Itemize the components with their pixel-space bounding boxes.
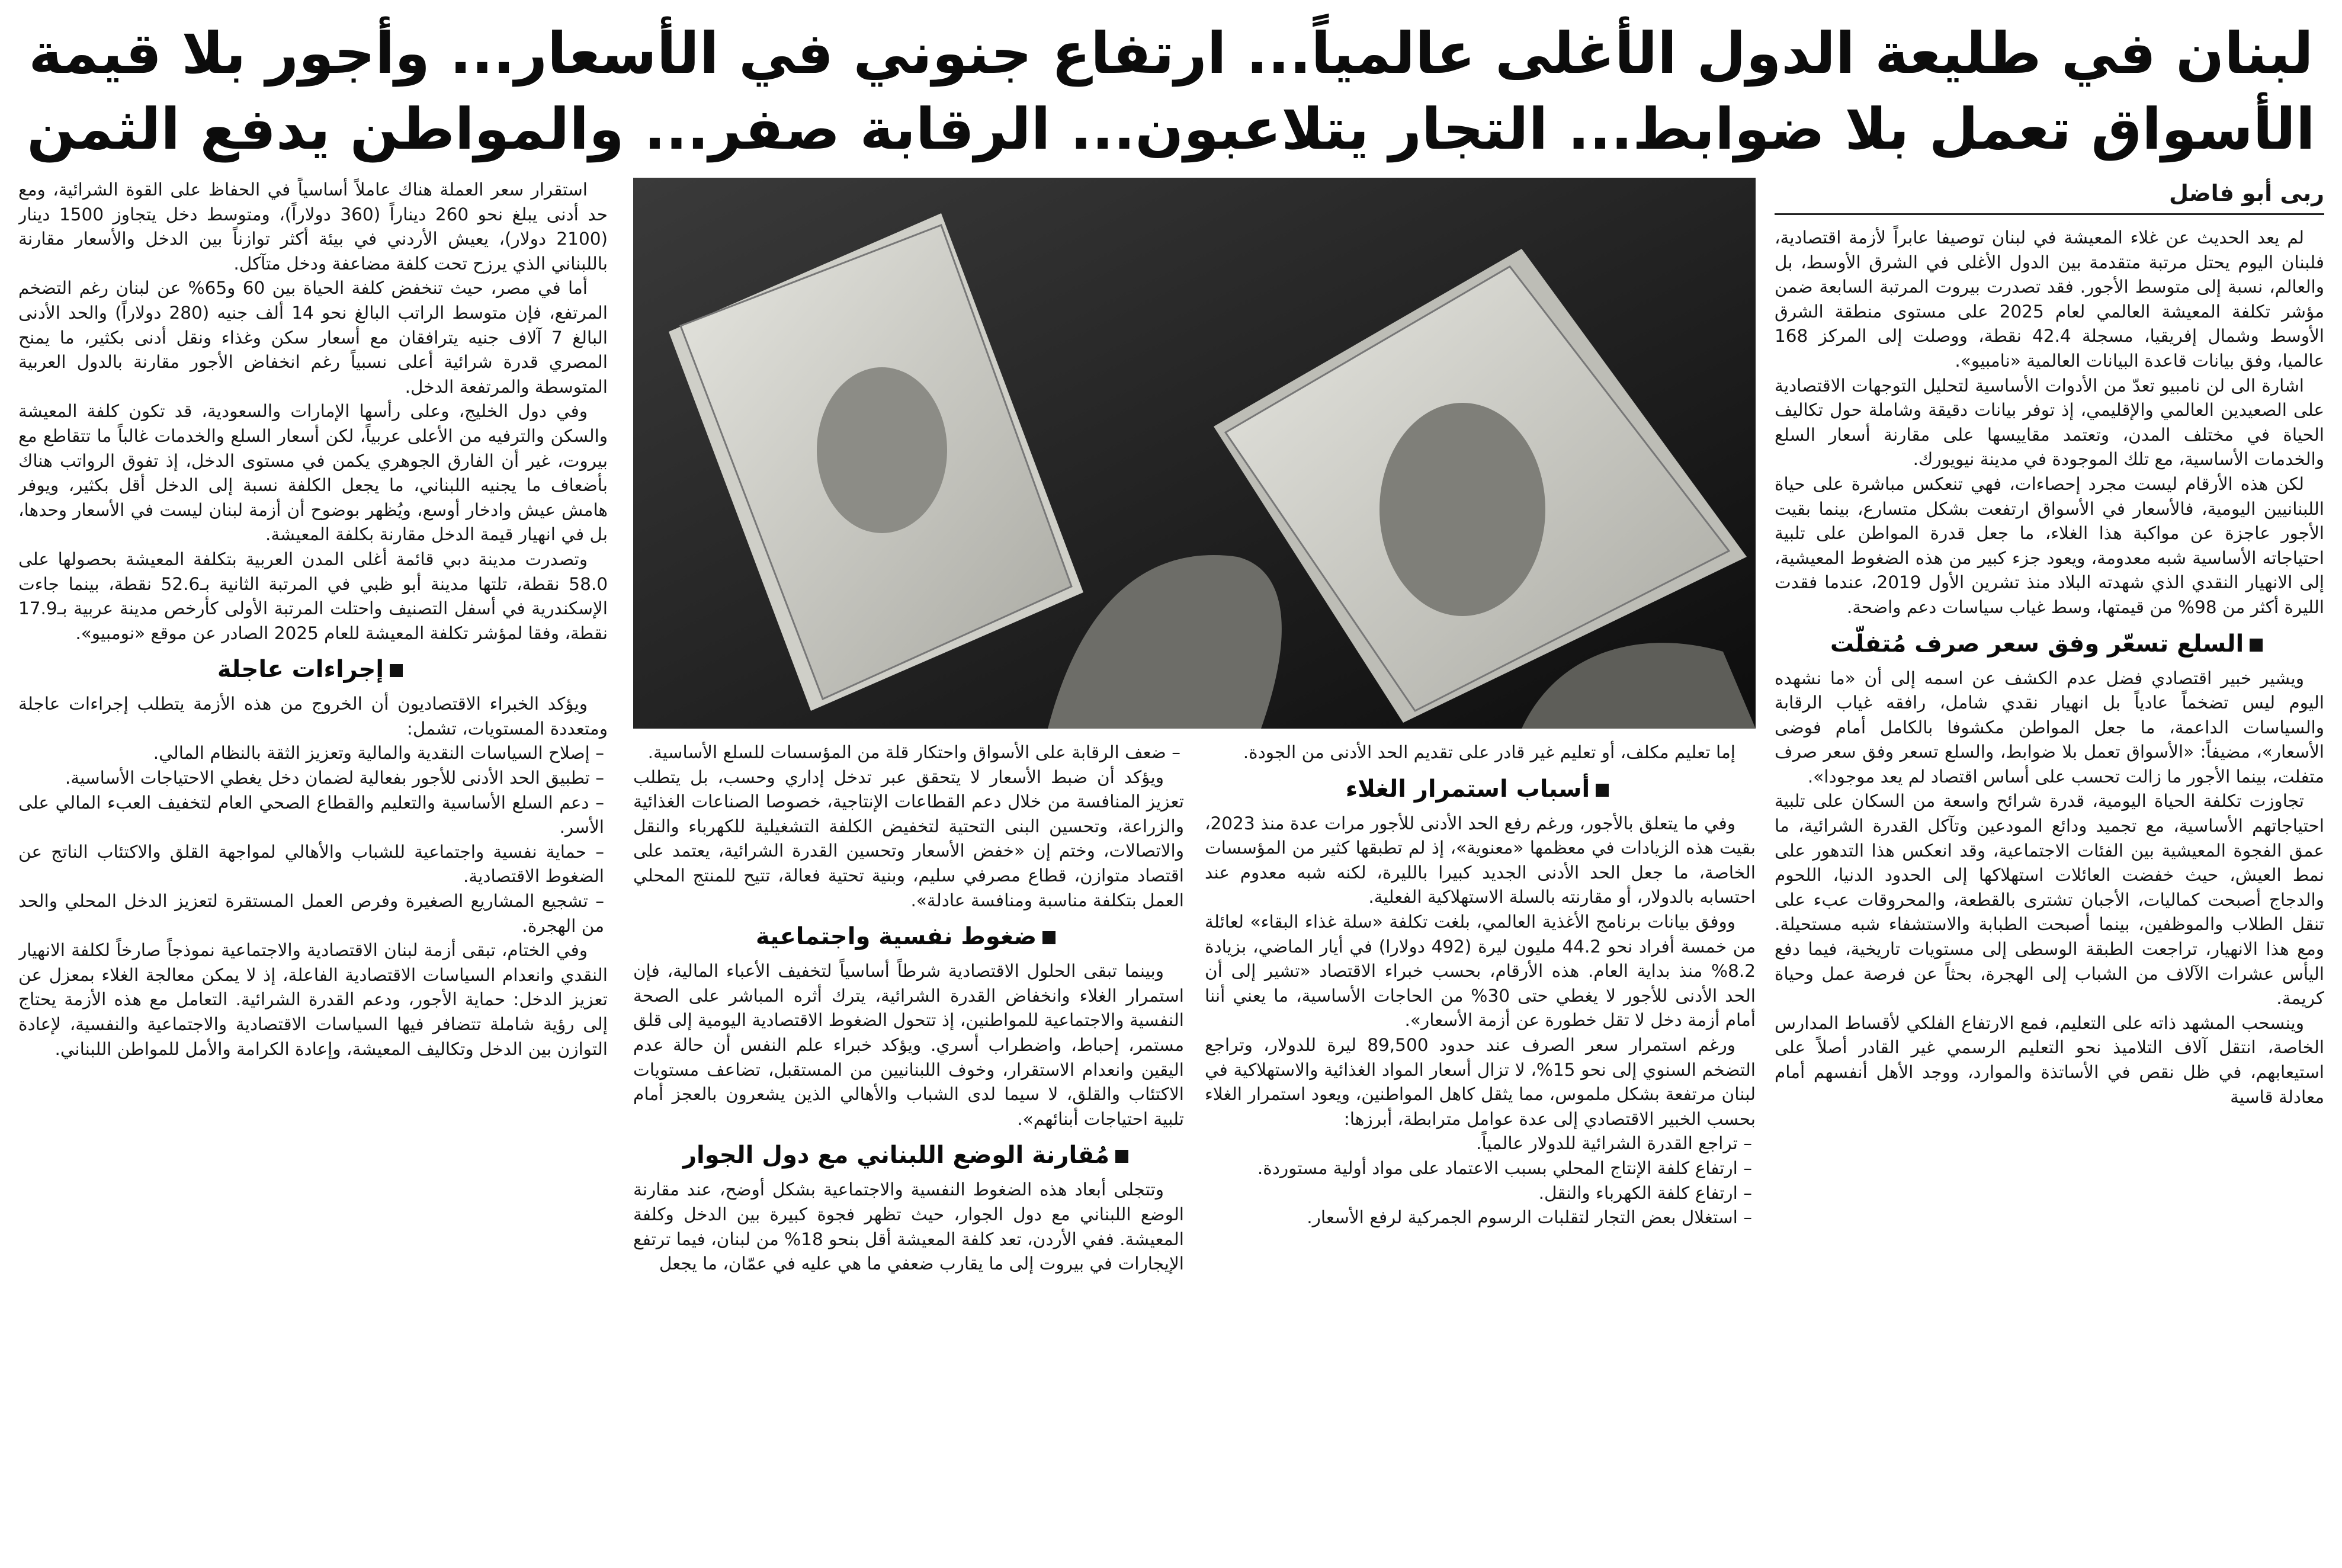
list-item: – إصلاح السياسات النقدية والمالية وتعزيز الثقة بالنظام المالي. bbox=[153, 743, 604, 764]
list-item: – دعم السلع الأساسية والتعليم والقطاع الصحي العام لتخفيف العبء المالي على الأسر. bbox=[18, 792, 604, 838]
square-bullet-icon bbox=[390, 664, 403, 677]
square-bullet-icon bbox=[1115, 1150, 1128, 1163]
article-column-4 bbox=[18, 178, 608, 1556]
paragraph: ويشير خبير اقتصادي فضل عدم الكشف عن اسمه إلى أن «ما نشهده اليوم ليس تضخماً عادياً بل انهيار نقدي شامل، رافقه غياب الرقابة والسياسات الداعمة، ما جعل المواطن مكشوفا بالكامل أمام فوضى الأسعار»، مضيفاً: «الأسواق تعمل بلا ضوابط، والسلع تسعر وفق سعر صرف متفلت، بينما الأجور ما زالت تحسب على أساس اقتصاد لم يعد موجودا». bbox=[1775, 668, 2324, 787]
section-heading bbox=[1205, 772, 1756, 806]
paragraph: وينسحب المشهد ذاته على التعليم، فمع الارتفاع الفلكي لأقساط المدارس الخاصة، انتقل آلاف التلاميذ نحو التعليم الرسمي غير القادر أصلاً على استيعابهم، في ظل نقص في الأساتذة والموارد، ووجد الأهل أنفسهم أمام معادلة قاسية bbox=[1775, 1012, 2324, 1107]
square-bullet-icon bbox=[1596, 784, 1609, 797]
paragraph: وتصدرت مدينة دبي قائمة أغلى المدن العربية بتكلفة المعيشة بحصولها على 58.0 نقطة، تلتها مدينة أبو ظبي في المرتبة الثانية بـ52.6 نقطة، بينما جاءت الإسكندرية في أسفل التصنيف واحتلت المرتبة الأولى كأرخص مدينة عربية بـ17.9 نقطة، وفقا لمؤشر تكلفة المعيشة للعام 2025 الصادر عن موقع «نومبيو». bbox=[18, 549, 608, 643]
section-heading bbox=[633, 920, 1184, 953]
section-heading-text: إجراءات عاجلة bbox=[217, 656, 384, 684]
paragraph: وتتجلى أبعاد هذه الضغوط النفسية والاجتماعية بشكل أوضح، عند مقارنة الوضع اللبناني مع دول الجوار، حيث تظهر فجوة كبيرة بين الدخل وكلفة المعيشة. ففي الأردن، تعد كلفة المعيشة أقل بنحو 18% من لبنان، فيما ترتفع الإيجارات في بيروت إلى ما يقارب ضعفي ما هي عليه في عمّان، ما يجعل bbox=[633, 1179, 1184, 1274]
money-photo bbox=[633, 178, 1756, 729]
section-heading bbox=[18, 653, 608, 686]
list-item: – ضعف الرقابة على الأسواق واحتكار قلة من المؤسسات للسلع الأساسية. bbox=[647, 742, 1180, 762]
list-item: – تشجيع المشاريع الصغيرة وفرص العمل المستقرة لتعزيز الدخل المحلي والحد من الهجرة. bbox=[18, 891, 604, 936]
square-bullet-icon bbox=[2250, 639, 2263, 652]
paragraph: أما في مصر، حيث تنخفض كلفة الحياة بين 60 و65% عن لبنان رغم التضخم المرتفع، فإن متوسط الراتب البالغ نحو 14 ألف جنيه (280 دولاراً) والحد الأدنى البالغ 7 آلاف جنيه يترافقان مع أسعار سكن وغذاء ونقل أدنى بكثير، ما يمنح المصري قدرة شرائية أعلى نسبياً رغم انخفاض الأجور مقارنة بالدول العربية المتوسطة والمرتفعة الدخل. bbox=[18, 278, 608, 397]
paragraph: وبينما تبقى الحلول الاقتصادية شرطاً أساسياً لتخفيف الأعباء المالية، فإن استمرار الغلاء وانخفاض القدرة الشرائية، يترك أثره المباشر على الصحة النفسية والاجتماعية للمواطنين، إذ تتحول الضغوط الاقتصادية اليومية إلى قلق مستمر، إحباط، واضطراب أسري. ويؤكد خبراء علم النفس أن حالة عدم اليقين وانعدام الاستقرار، وخوف اللبنانيين من المستقبل، تضاعف مستويات الاكتئاب والقلق، لا سيما لدى الشباب والأهالي الذين يشعرون بالعجز أمام تلبية احتياجات أبنائهم». bbox=[633, 961, 1184, 1129]
paragraph: استقرار سعر العملة هناك عاملاً أساسياً في الحفاظ على القوة الشرائية، ومع حد أدنى يبلغ نحو 260 ديناراً (360 دولاراً)، ومتوسط دخل يتجاوز 1500 دينار (2100 دولار)، يعيش الأردني في بيئة أكثر توازناً بين الدخل والأسعار مقارنة باللبناني الذي يرزح تحت كلفة مضاعفة ودخل متآكل. bbox=[18, 179, 608, 274]
paragraph: ورغم استمرار سعر الصرف عند حدود 89,500 ليرة للدولار، وتراجع التضخم السنوي إلى نحو 15%، لا تزال أسعار المواد الغذائية والاستهلاكية في لبنان مرتفعة بشكل ملموس، مما يثقل كاهل المواطنين، ويعود استمرار الغلاء بحسب الخبير الاقتصادي إلى عدة عوامل مترابطة، أبرزها: bbox=[1205, 1034, 1756, 1129]
paragraph: اشارة الى لن نامبيو تعدّ من الأدوات الأساسية لتحليل التوجهات الاقتصادية على الصعيدين العالمي والإقليمي، إذ توفر بيانات دقيقة وشاملة حول تكاليف الحياة في مختلف المدن، وتعتمد مقاييسها على مقارنة أسعار السلع والخدمات الأساسية، مع تلك الموجودة في مدينة نيويورك. bbox=[1775, 375, 2324, 470]
section-heading-text: مُقارنة الوضع اللبناني مع دول الجوار bbox=[682, 1141, 1110, 1169]
article-column-3 bbox=[633, 740, 1184, 1556]
paragraph: وفي الختام، تبقى أزمة لبنان الاقتصادية والاجتماعية نموذجاً صارخاً لكلفة الانهيار النقدي وانعدام السياسات الاقتصادية الفاعلة، إذ لا يمكن معالجة الغلاء بمعزل عن تعزيز الدخل: حماية الأجور، ودعم القدرة الشرائية. التعامل مع هذه الأزمة يحتاج إلى رؤية شاملة تتضافر فيها السياسات الاقتصادية والاجتماعية والنفسية، لإعادة التوازن بين الدخل وتكاليف المعيشة، وإعادة الكرامة والأمل للمواطن اللبناني. bbox=[18, 940, 608, 1059]
paragraph: لكن هذه الأرقام ليست مجرد إحصاءات، فهي تنعكس مباشرة على حياة اللبنانيين اليومية، فالأسعار في الأسواق ارتفعت بشكل متسارع، بينما بقيت الأجور عاجزة عن مواكبة هذا الغلاء، ما جعل قدرة المواطن على تلبية احتياجاته الأساسية شبه معدومة، ويعود جزء كبير من هذه الضغوط المعيشية، إلى الانهيار النقدي الذي شهدته البلاد منذ تشرين الأول 2019، عندما فقدت الليرة أكثر من 98% من قيمتها، وسط غياب سياسات دعم واضحة. bbox=[1775, 473, 2324, 617]
paragraph: ويؤكد أن ضبط الأسعار لا يتحقق عبر تدخل إداري وحسب، بل يتطلب تعزيز المنافسة من خلال دعم القطاعات الإنتاجية، خصوصا الصناعات الغذائية والزراعة، وتحسين البنى التحتية لتخفيض الكلفة التشغيلية للكهرباء والنقل والاتصالات، وختم إن «خفض الأسعار وتحسين القدرة الشرائية، يعتمد على اقتصاد متوازن، قطاع مصرفي سليم، وبنية تحتية فعالة، تتيح للمنتج المحلي العمل بتكلفة مناسبة ومنافسة عادلة». bbox=[633, 767, 1184, 910]
article-column-1 bbox=[1775, 178, 2324, 1556]
paragraph: لم يعد الحديث عن غلاء المعيشة في لبنان توصيفا عابراً لأزمة اقتصادية، فلبنان اليوم يحتل مرتبة متقدمة بين الدول الأغلى في الشرق الأوسط، بل والعالم، نسبة إلى متوسط الأجور. فقد تصدرت بيروت المرتبة السابعة ضمن مؤشر تكلفة المعيشة العالمي لعام 2025 على مستوى منطقة الشرق الأوسط وشمال إفريقيا، مسجلة 42.4 نقطة، ووصلت إلى المركز 168 عالميا، وفق بيانات قاعدة البيانات العالمية «نامبيو». bbox=[1775, 227, 2324, 371]
list-item: – حماية نفسية واجتماعية للشباب والأهالي لمواجهة القلق والاكتئاب الناتج عن الضغوط الاقتصادية. bbox=[18, 841, 604, 887]
list-item: – ارتفاع كلفة الكهرباء والنقل. bbox=[1538, 1182, 1752, 1203]
paragraph: وفي دول الخليج، وعلى رأسها الإمارات والسعودية، قد تكون كلفة المعيشة والسكن والترفيه من الأعلى عربياً، لكن أسعار السلع والخدمات غالباً ما تتقاطع مع بيروت، غير أن الفارق الجوهري يكمن في مستوى الدخل، إذ تفوق الرواتب هناك بأضعاف ما يجنيه اللبناني، ما يجعل الكلفة نسبة إلى الدخل أقل بكثير، ويوفر هامش عيش وادخار أوسع، ويُظهر بوضوح أن أزمة لبنان ليست في الأسعار وحدها، بل في انهيار قيمة الدخل مقارنة بكلفة المعيشة. bbox=[18, 401, 608, 545]
article-column-2 bbox=[1205, 740, 1756, 1556]
banknotes-illustration bbox=[633, 178, 1756, 729]
square-bullet-icon bbox=[1042, 931, 1055, 944]
paragraph: ويؤكد الخبراء الاقتصاديون أن الخروج من هذه الأزمة يتطلب إجراءات عاجلة ومتعددة المستويات، تشمل: bbox=[18, 694, 608, 739]
section-heading-text: ضغوط نفسية واجتماعية bbox=[755, 923, 1037, 951]
author-byline: ربى أبو فاضل bbox=[1775, 178, 2324, 215]
section-heading bbox=[1775, 627, 2324, 660]
section-heading-text: أسباب استمرار الغلاء bbox=[1345, 775, 1590, 803]
list-item: – تراجع القدرة الشرائية للدولار عالمياً. bbox=[1476, 1133, 1752, 1154]
paragraph: تجاوزت تكلفة الحياة اليومية، قدرة شرائح واسعة من السكان على تلبية احتياجاتهم الأساسية، مع تجميد ودائع المودعين وتآكل القدرة الشرائية، ما عمق الفجوة المعيشية بين الفئات الاجتماعية، وقد انعكس هذا التدهور على نمط العيش، حيث خفضت العائلات استهلاكها إلى الحدود الدنيا، اللحوم والدجاج أصبحت كماليات، الأجبان تشترى بالقطعة، والمحروقات عبء على تنقل الطلاب والموظفين، بينما أصبحت الطبابة والاستشفاء شبه مستحيلة. ومع هذا الانهيار، تراجعت الطبقة الوسطى إلى مستويات تاريخية، فيما دفع اليأس عشرات الآلاف من الشباب إلى الهجرة، بحثاً عن فرصة عمل وحياة كريمة. bbox=[1775, 791, 2324, 1009]
section-heading-text: السلع تسعّر وفق سعر صرف مُتفلّت bbox=[1830, 630, 2244, 658]
paragraph: وفي ما يتعلق بالأجور، ورغم رفع الحد الأدنى للأجور مرات عدة منذ 2023، بقيت هذه الزيادات في معظمها «معنوية»، إذ لم تطبقها كثير من المؤسسات الخاصة، ما جعل الحد الأدنى الجديد كبيرا بالليرة، لكنه شبه معدوم عند احتسابه بالدولار، أو مقارنته بالسلة الاستهلاكية الفعلية. bbox=[1205, 813, 1756, 908]
section-heading bbox=[633, 1139, 1184, 1172]
list-item: – ارتفاع كلفة الإنتاج المحلي بسبب الاعتماد على مواد أولية مستوردة. bbox=[1257, 1157, 1752, 1178]
list-item: – استغلال بعض التجار لتقلبات الرسوم الجمركية لرفع الأسعار. bbox=[1307, 1207, 1752, 1228]
headline-line-2: الأسواق تعمل بلا ضوابط... التجار يتلاعبون... الرقابة صفر... والمواطن يدفع الثمن bbox=[27, 96, 2315, 162]
paragraph: إما تعليم مكلف، أو تعليم غير قادر على تقديم الحد الأدنى من الجودة. bbox=[1243, 742, 1735, 762]
headline-line-1: لبنان في طليعة الدول الأغلى عالمياً... ارتفاع جنوني في الأسعار... وأجور بلا قيمة bbox=[28, 20, 2314, 86]
paragraph: ووفق بيانات برنامج الأغذية العالمي، بلغت تكلفة «سلة غذاء البقاء» لعائلة من خمسة أفراد نحو 44.2 مليون ليرة (492 دولارا) في أيار الماضي، بزيادة 8.2% منذ بداية العام. هذه الأرقام، بحسب خبراء الاقتصاد «تشير إلى أن الحد الأدنى للأجور لا يغطي حتى 30% من الحاجات الأساسية، ما يعني أننا أمام أزمة دخل لا تقل خطورة عن أزمة الأسعار». bbox=[1205, 911, 1756, 1031]
list-item: – تطبيق الحد الأدنى للأجور بفعالية لضمان دخل يغطي الاحتياجات الأساسية. bbox=[65, 768, 604, 788]
